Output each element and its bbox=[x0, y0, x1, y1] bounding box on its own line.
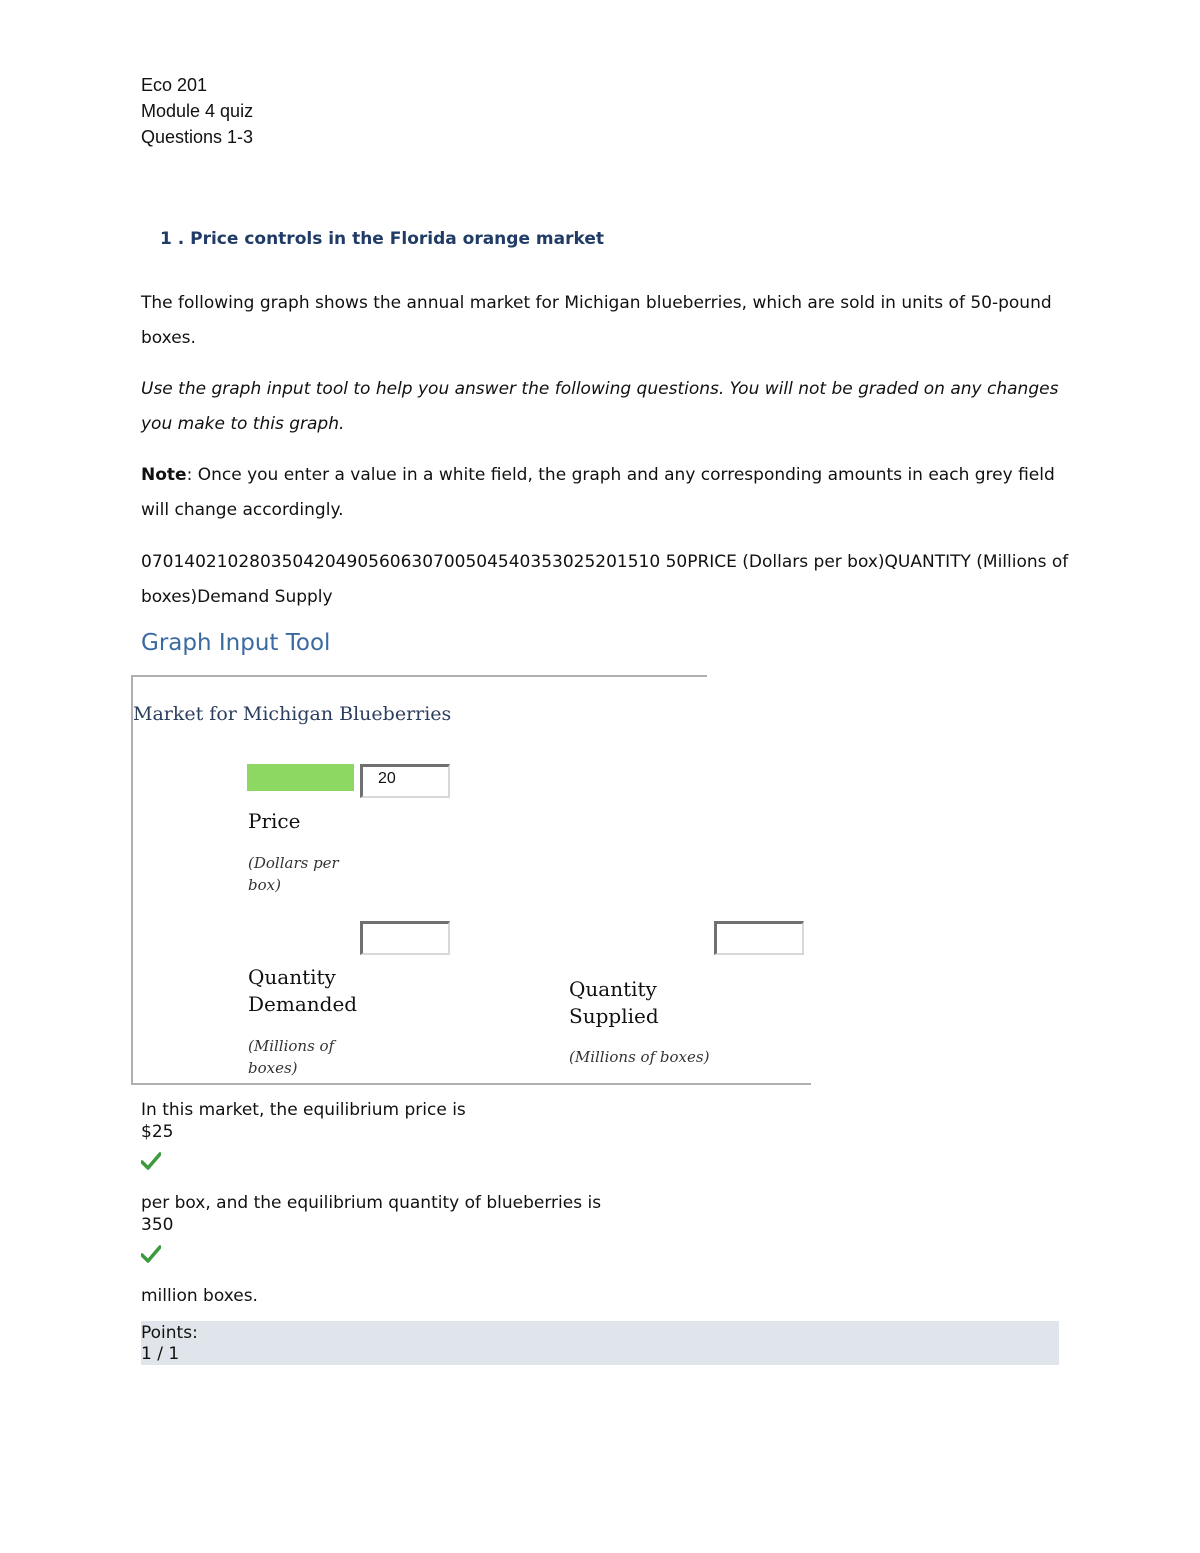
quantity-demanded-label: Quantity Demanded bbox=[248, 965, 358, 1016]
note-text: : Once you enter a value in a white field, the graph and any corresponding amounts in each grey field will change accordingly. bbox=[141, 465, 1055, 520]
equilibrium-quantity-answer: 350 bbox=[141, 1215, 174, 1235]
graph-input-tool-title: Graph Input Tool bbox=[141, 630, 331, 656]
quantity-supplied-input[interactable] bbox=[714, 921, 804, 955]
panel-title: Market for Michigan Blueberries bbox=[133, 703, 452, 725]
questions-range: Questions 1-3 bbox=[141, 127, 254, 147]
panel-border-top bbox=[131, 675, 707, 677]
answer-line-3: million boxes. bbox=[141, 1286, 258, 1306]
quantity-supplied-unit: (Millions of boxes) bbox=[569, 1048, 710, 1066]
points-value: 1 / 1 bbox=[141, 1344, 180, 1364]
price-label: Price bbox=[248, 809, 301, 833]
answer-line-2: per box, and the equilibrium quantity of blueberries is bbox=[141, 1193, 602, 1213]
correct-check-icon bbox=[141, 1152, 161, 1170]
quantity-demanded-unit: (Millions of boxes) bbox=[248, 1037, 335, 1077]
question-note bbox=[141, 458, 1071, 528]
quantity-demanded-input[interactable] bbox=[360, 921, 450, 955]
question-intro: The following graph shows the annual market for Michigan blueberries, which are sold in units of 50-pound boxes. bbox=[141, 293, 1052, 348]
question-title: 1 . Price controls in the Florida orange market bbox=[160, 229, 604, 249]
question-instruction: Use the graph input tool to help you answer the following questions. You will not be graded on any changes you make to this graph. bbox=[141, 379, 1059, 434]
answer-line-1: In this market, the equilibrium price is bbox=[141, 1100, 466, 1120]
graph-alt-text: 070140210280350420490560630700504540353025201510 50PRICE (Dollars per box)QUANTITY (Millions of boxes)Demand Supply bbox=[141, 552, 1069, 607]
points-box bbox=[141, 1321, 1059, 1365]
points-label: Points: bbox=[141, 1323, 198, 1343]
price-indicator-bar bbox=[247, 764, 354, 791]
course-title: Eco 201 bbox=[141, 75, 208, 95]
note-label: Note bbox=[141, 465, 187, 485]
equilibrium-price-answer: $25 bbox=[141, 1122, 174, 1142]
price-unit: (Dollars per box) bbox=[248, 854, 339, 894]
module-title: Module 4 quiz bbox=[141, 101, 254, 121]
panel-border-left bbox=[131, 675, 133, 1085]
quantity-supplied-label: Quantity Supplied bbox=[569, 977, 659, 1028]
panel-border-bottom bbox=[131, 1083, 811, 1085]
price-input[interactable]: 20 bbox=[360, 764, 450, 798]
correct-check-icon bbox=[141, 1245, 161, 1263]
